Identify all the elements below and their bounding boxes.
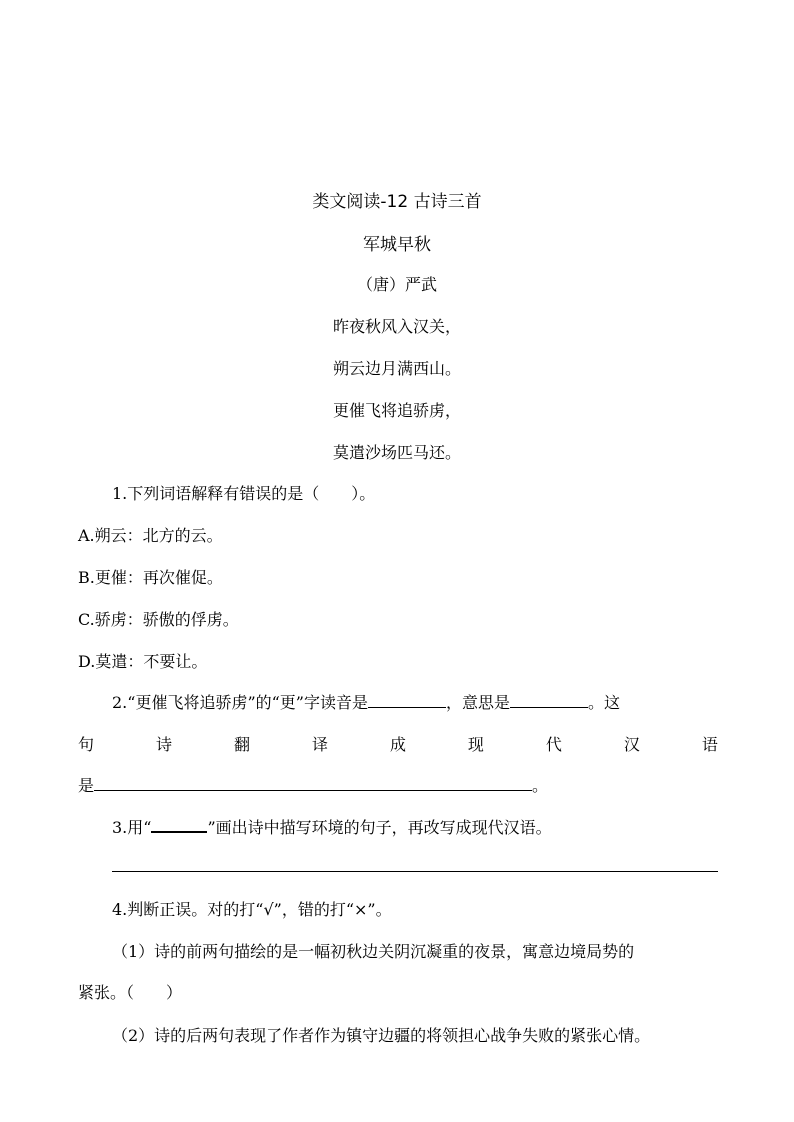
question-4-stem: 4.判断正误。对的打“√”，错的打“×”。: [112, 900, 392, 919]
question-2-line-3: [78, 773, 548, 796]
underline-sample: [151, 817, 207, 833]
question-3-text-a: 3.用“: [112, 818, 152, 837]
answer-blank-translation[interactable]: [94, 776, 532, 791]
question-1-option-b: B.更催：再次催促。: [78, 568, 223, 587]
answer-line-question-3[interactable]: [112, 871, 718, 872]
question-2-char: 现: [467, 735, 484, 754]
question-1-option-c: C.骄虏：骄傲的俘虏。: [78, 610, 239, 629]
question-2-char: 成: [389, 735, 406, 754]
poem-line-1: 昨夜秋风入汉关，: [332, 317, 461, 336]
poem-line-4: 莫遣沙场匹马还。: [332, 443, 461, 462]
question-2-line-1: [112, 690, 620, 713]
question-2-line-2: [78, 732, 718, 755]
question-4-item-1-line-1: （1）诗的前两句描绘的是一幅初秋边关阴沉凝重的夜景，寓意边境局势的: [112, 942, 635, 961]
poem-line-3: 更催飞将追骄虏，: [332, 401, 461, 420]
question-1-option-a: A.朔云：北方的云。: [78, 526, 223, 545]
question-4-item-1-line-2: 紧张。（ ）: [78, 983, 183, 1002]
question-1-option-d: D.莫遣：不要让。: [78, 652, 208, 671]
question-2-char: 代: [545, 735, 562, 754]
poem-line-2: 朔云边月满西山。: [332, 359, 461, 378]
page-title: 类文阅读-12 古诗三首: [312, 192, 482, 212]
answer-blank-meaning[interactable]: [510, 693, 588, 708]
question-2-char: 语: [701, 735, 718, 754]
question-2-text-d: 是: [78, 776, 95, 795]
question-1-stem: 1.下列词语解释有错误的是（ ）。: [112, 484, 376, 503]
question-2-text-b: ，意思是: [446, 693, 511, 712]
question-2-char: 诗: [155, 735, 172, 754]
question-2-char: 句: [78, 735, 95, 754]
poem-title: 军城早秋: [363, 235, 431, 255]
question-3-stem: [112, 815, 552, 838]
question-2-char: 译: [311, 735, 328, 754]
question-2-char: 翻: [233, 735, 250, 754]
question-2-text-a: 2.“更催飞将追骄虏”的“更”字读音是: [112, 693, 368, 712]
question-4-item-2-line-1: （2）诗的后两句表现了作者作为镇守边疆的将领担心战争失败的紧张心情。: [112, 1026, 651, 1045]
question-2-text-e: 。: [532, 776, 549, 795]
poem-author: （唐）严武: [356, 275, 437, 294]
question-2-text-c: 。这: [588, 693, 621, 712]
question-2-char: 汉: [623, 735, 640, 754]
question-3-text-b: ”画出诗中描写环境的句子，再改写成现代汉语。: [207, 818, 552, 837]
answer-blank-pronunciation[interactable]: [368, 693, 446, 708]
